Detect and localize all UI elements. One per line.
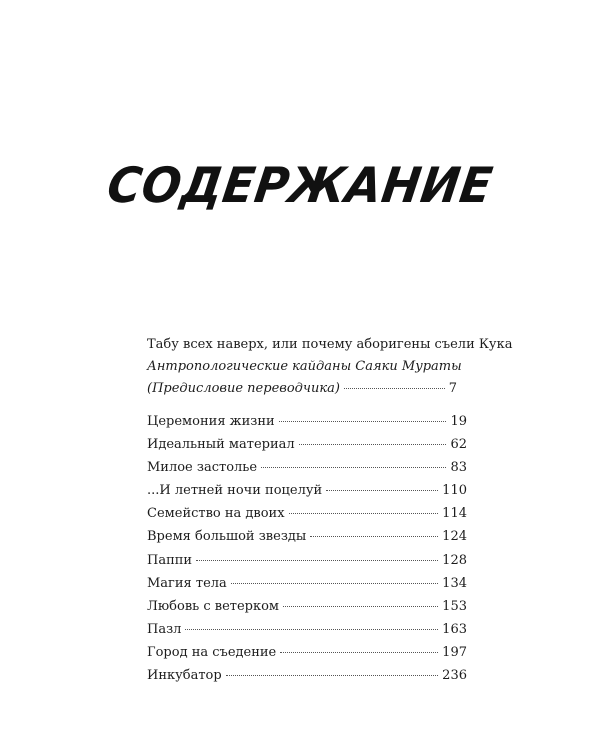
foreword-title: Табу всех наверх, или почему аборигены съели Кука [147, 337, 513, 352]
dot-leader [231, 583, 438, 584]
toc-item [147, 599, 467, 622]
dot-leader [310, 536, 438, 537]
toc-item-title: Магия тела [147, 575, 227, 591]
page-number: 83 [450, 460, 467, 476]
toc-item-title: Церемония жизни [147, 414, 275, 429]
page-number: 128 [442, 552, 467, 568]
dot-leader [279, 421, 447, 422]
dot-leader [226, 675, 438, 676]
toc-item-title: Город на съедение [147, 644, 277, 660]
toc-item [147, 437, 467, 460]
page-number: 134 [442, 575, 467, 591]
toc-item-title: Семейство на двоих [147, 506, 285, 522]
page-number: 163 [442, 621, 467, 637]
toc-item-title: Инкубатор [147, 668, 222, 684]
foreword-entry [147, 334, 513, 400]
foreword-note: (Предисловие переводчика) [147, 381, 340, 396]
dot-leader [344, 388, 445, 389]
toc-item-title: Пазл [147, 621, 182, 637]
dot-leader [289, 513, 439, 514]
toc-item [147, 460, 467, 483]
toc-item [147, 506, 467, 529]
toc-item [147, 553, 467, 576]
dot-leader [326, 490, 438, 491]
toc-item [147, 622, 467, 645]
page-number: 7 [448, 381, 457, 396]
page-number: 19 [450, 414, 467, 429]
toc-item [147, 576, 467, 599]
dot-leader [280, 652, 438, 653]
page-number: 62 [450, 437, 467, 453]
toc-item-title: Паппи [147, 552, 193, 568]
toc-item [147, 645, 467, 668]
toc-item-title: Идеальный материал [147, 437, 295, 453]
toc-item-title: Любовь с ветерком [147, 598, 280, 614]
toc-item [147, 483, 467, 506]
page-title: СОДЕРЖАНИЕ [103, 156, 497, 214]
dot-leader [261, 467, 446, 468]
toc-item-title: Время большой звезды [147, 529, 307, 545]
dot-leader [283, 606, 438, 607]
foreword-subtitle: Антропологические кайданы Саяки Мураты [147, 359, 462, 374]
foreword-note-row [147, 378, 457, 400]
toc-item-title: Милое застолье [147, 460, 258, 476]
table-of-contents [147, 414, 467, 691]
page-number: 124 [442, 529, 467, 545]
toc-item [147, 529, 467, 552]
toc-item [147, 668, 467, 691]
page-number: 197 [442, 644, 467, 660]
page-number: 110 [442, 483, 467, 499]
page-number: 153 [442, 598, 467, 614]
dot-leader [299, 444, 447, 445]
toc-item-title: ...И летней ночи поцелуй [147, 483, 323, 499]
dot-leader [196, 560, 438, 561]
toc-item [147, 414, 467, 437]
page-number: 114 [442, 506, 467, 522]
page-number: 236 [442, 668, 467, 684]
dot-leader [185, 629, 438, 630]
